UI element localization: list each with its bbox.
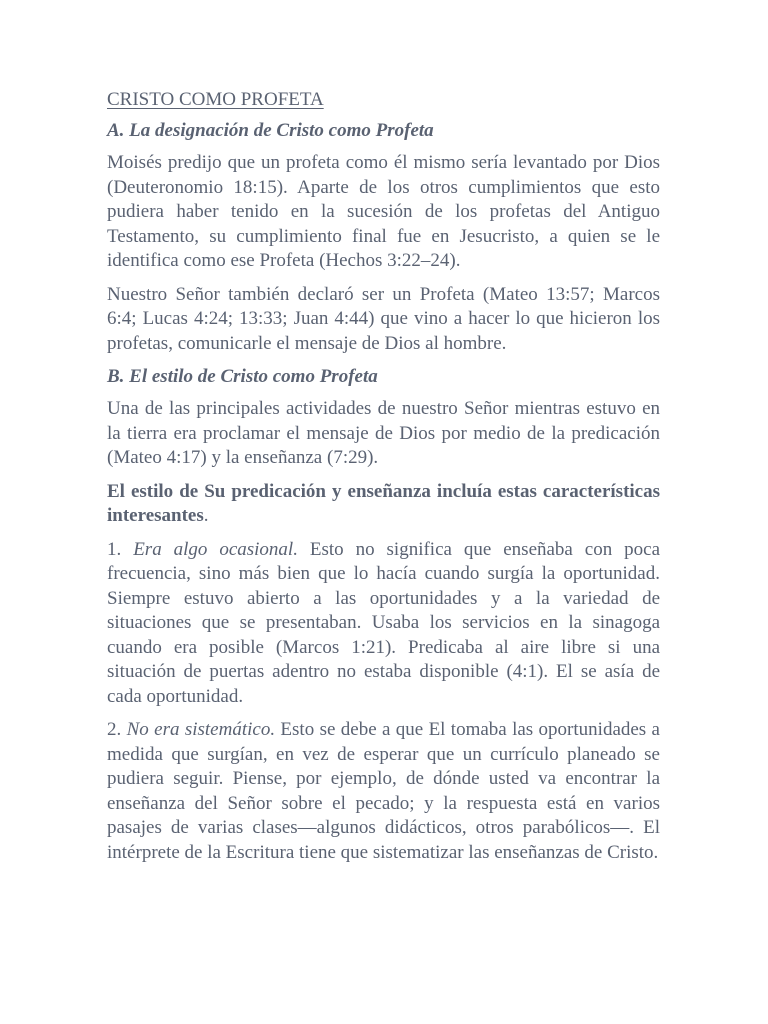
characteristics-intro: El estilo de Su predicación y enseñanza incluía estas características interesantes	[107, 480, 660, 526]
document-title: CRISTO COMO PROFETA	[107, 89, 324, 110]
list-item	[107, 538, 660, 710]
section-b-paragraph-1: Una de las principales actividades de nuestro Señor mientras estuvo en la tierra era proclamar el mensaje de Dios por medio de la predicación (Mateo 4:17) y la enseñanza (7:29).	[107, 398, 660, 468]
section-a-paragraph-2: Nuestro Señor también declaró ser un Profeta (Mateo 13:57; Marcos 6:4; Lucas 4:24; 13:33; Juan 4:44) que vino a hacer lo que hicieron los profetas, comunicarle el mensaje de Dios al hombre.	[107, 283, 660, 354]
list-item-term: No era sistemático.	[126, 719, 276, 740]
section-b-heading: B. El estilo de Cristo como Profeta	[107, 366, 378, 387]
characteristics-intro-tail: .	[203, 505, 209, 526]
list-item-text: Esto no significa que enseñaba con poca frecuencia, sino más bien que lo hacía cuando surgía la oportunidad. Siempre estuvo abierto a las oportunidades y a la variedad de situaciones que se presentaban. Usaba los servicios en la sinagoga cuando era posible (Marcos 1:21). Predicaba al aire libre si una situación de puertas adentro no estaba disponible (4:1). El se asía de cada oportunidad.	[107, 538, 661, 707]
list-item-number: 2.	[107, 719, 127, 740]
list-item-text: Esto se debe a que El tomaba las oportunidades a medida que surgían, en vez de esperar que un currículo planeado se pudiera seguir. Piense, por ejemplo, de dónde usted va encontrar la enseñanza del Señor sobre el pecado; y la respuesta está en varios pasajes de varias clases—algunos didácticos, otros parabólicos—. El intérprete de la Escritura tiene que sistematizar las enseñanzas de Cristo.	[107, 719, 660, 863]
section-b-paragraph-2	[107, 480, 660, 529]
section-a-heading: A. La designación de Cristo como Profeta	[107, 120, 434, 141]
section-a-paragraph-1: Moisés predijo que un profeta como él mismo sería levantado por Dios (Deuteronomio 18:15). Aparte de los otros cumplimientos que esto pudiera haber tenido en la sucesión de los profetas del Antiguo Testamento, su cumplimiento final fue en Jesucristo, a quien se le identifica como ese Profeta (Hechos 3:22–24).	[107, 152, 660, 271]
document-page	[107, 88, 660, 874]
list-item-number: 1.	[107, 538, 134, 560]
list-item-term: Era algo ocasional.	[133, 538, 298, 560]
list-item	[107, 718, 660, 865]
